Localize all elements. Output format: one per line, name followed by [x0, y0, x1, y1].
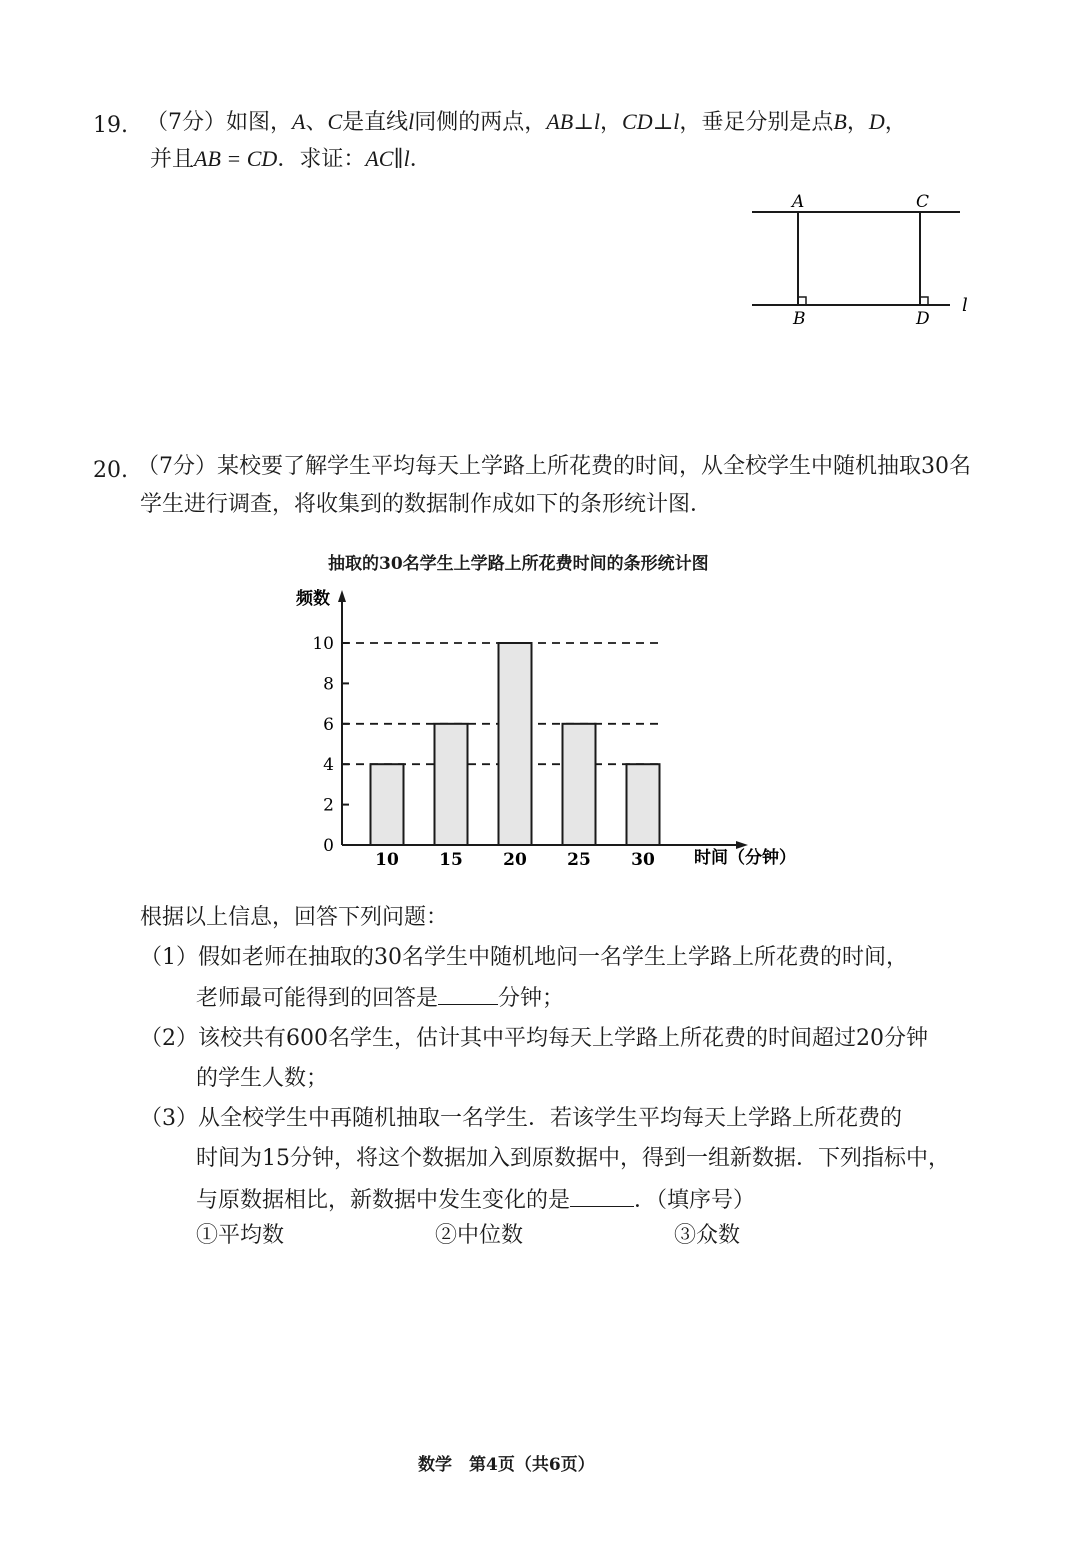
q19-text: ，: [846, 110, 869, 135]
q20-text: 与原数据相比，新数据中发生变化的是: [196, 1188, 571, 1213]
q20-sub2-line1: （2）该校共有600名学生，估计其中平均每天上学路上所花费的时间超过20分钟: [140, 1026, 928, 1051]
bar-chart: [280, 580, 840, 880]
q19-text: ．: [409, 147, 432, 172]
q20-text: 分钟；: [498, 986, 565, 1011]
label-b: B: [793, 309, 806, 329]
q20-line1: （7分）某校要了解学生平均每天上学路上所花费的时间，从全校学生中随机抽取30名: [137, 454, 971, 479]
y-tick-label: 0: [323, 836, 334, 856]
bar-10: [371, 764, 404, 845]
q19-text: （7分）如图，: [146, 110, 292, 135]
q19-text: ，: [600, 110, 623, 135]
bar-30: [627, 764, 660, 845]
bar-20: [499, 643, 532, 845]
x-tick-label: 30: [631, 850, 655, 870]
q19-text: ，垂足分别是点: [679, 110, 834, 135]
y-axis-title: 频数: [296, 589, 330, 609]
y-tick-label: 4: [323, 755, 334, 776]
q20-text: 老师最可能得到的回答是: [196, 986, 439, 1011]
option-3: ③众数: [674, 1223, 741, 1248]
q19-text: 是直线: [342, 110, 409, 135]
q20-sub3-line1: （3）从全校学生中再随机抽取一名学生．若该学生平均每天上学路上所花费的: [140, 1106, 902, 1131]
q19-figure: [740, 185, 980, 335]
q19-line2: [150, 148, 432, 171]
bar-25: [563, 724, 596, 845]
q19-point-a: A: [292, 109, 306, 134]
q20-text: ．（填序号）: [634, 1188, 756, 1213]
x-tick-label: 15: [439, 850, 463, 870]
q19-text: 并且: [150, 147, 195, 172]
x-tick-label: 10: [375, 850, 399, 870]
option-1: ①平均数: [196, 1223, 285, 1248]
q19-ab-perp: AB⊥l: [546, 109, 600, 134]
q20-sub2-line2: 的学生人数；: [196, 1066, 329, 1091]
q20-line2: 学生进行调查，将收集到的数据制作成如下的条形统计图．: [140, 492, 713, 517]
x-tick-label: 25: [567, 850, 591, 870]
q20-intro: 根据以上信息，回答下列问题：: [140, 905, 449, 930]
y-tick-label: 2: [323, 795, 334, 816]
q19-cd-perp: CD⊥l: [622, 109, 680, 134]
q19-line-l: l: [408, 109, 415, 134]
q19-point-d: D: [868, 109, 885, 134]
label-a: A: [792, 192, 805, 212]
q19-number: 19.: [93, 113, 128, 138]
q19-ab-eq-cd: AB = CD: [194, 146, 278, 171]
chart-title: 抽取的30名学生上学路上所花费时间的条形统计图: [328, 554, 709, 574]
right-angle-b: [798, 297, 806, 305]
q19-point-c: C: [327, 109, 343, 134]
q19-text: ．求证：: [277, 147, 366, 172]
q20-sub1-line1: （1）假如老师在抽取的30名学生中随机地问一名学生上学路上所花费的时间，: [140, 945, 908, 970]
answer-blank-1[interactable]: [438, 986, 498, 1005]
y-tick-label: 6: [323, 714, 334, 735]
label-c: C: [916, 192, 930, 212]
label-l: l: [962, 295, 968, 316]
q19-ac-par-l: AC∥l: [365, 146, 410, 171]
answer-blank-3[interactable]: [570, 1188, 634, 1207]
x-tick-label: 20: [503, 850, 527, 870]
y-tick-label: 10: [312, 634, 334, 654]
page-footer: 数学 第4页（共6页）: [418, 1455, 595, 1475]
bar-15: [435, 724, 468, 845]
option-2: ②中位数: [435, 1223, 524, 1248]
y-axis-arrow: [338, 590, 346, 602]
x-axis-title: 时间（分钟）: [694, 848, 796, 868]
q19-line1: [146, 111, 907, 134]
label-d: D: [916, 309, 930, 329]
right-angle-d: [920, 297, 928, 305]
q19-text: 同侧的两点，: [414, 110, 547, 135]
q19-text: 、: [305, 110, 328, 135]
y-tick-label: 8: [323, 674, 334, 695]
q20-sub1-line2: [196, 986, 564, 1010]
q19-point-b: B: [833, 109, 847, 134]
q20-sub3-line3: [196, 1188, 755, 1212]
q19-text: ，: [884, 110, 907, 135]
q20-sub3-line2: 时间为15分钟，将这个数据加入到原数据中，得到一组新数据．下列指标中，: [196, 1146, 950, 1171]
q20-number: 20.: [93, 458, 128, 483]
